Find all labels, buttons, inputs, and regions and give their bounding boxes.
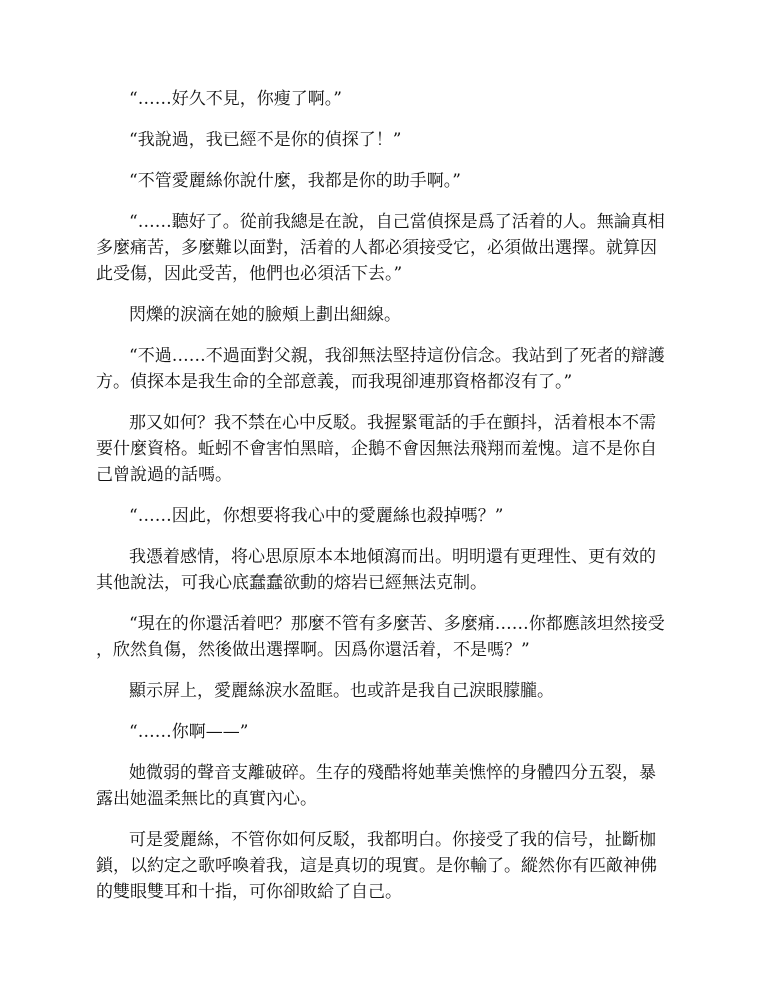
paragraph-6: “不過……不過面對父親，我卻無法堅持這份信念。我站到了死者的辯護方。偵探本是我生命的全部意義，而我現卻連那資格都沒有了。”: [96, 346, 665, 392]
paragraph-3: “不管愛麗絲你說什麼，我都是你的助手啊。”: [129, 171, 461, 191]
paragraph-5: 閃爍的淚滴在她的臉頰上劃出細線。: [129, 305, 401, 325]
paragraph-10: “現在的你還活着吧？那麼不管有多麼苦、多麼痛……你都應該坦然接受，欣然負傷，然後做出選擇啊。因爲你還活着，不是嗎？”: [96, 614, 665, 660]
paragraph-7: 那又如何？我不禁在心中反駁。我握緊電話的手在顫抖，活着根本不需要什麼資格。蚯蚓不會害怕黑暗，企鵝不會因無法飛翔而羞愧。這不是你自己曾說過的話嗎。: [96, 413, 657, 485]
paragraph-4: “……聽好了。從前我總是在說，自己當偵探是爲了活着的人。無論真相多麼痛苦，多麼難以面對，活着的人都必須接受它，必須做出選擇。就算因此受傷，因此受苦，他們也必須活下去。”: [96, 212, 665, 284]
paragraph-13: 她微弱的聲音支離破碎。生存的殘酷将她華美憔悴的身體四分五裂，暴露出她溫柔無比的真實內心。: [96, 763, 656, 809]
paragraph-8: “……因此，你想要将我心中的愛麗絲也殺掉嗎？”: [129, 506, 504, 526]
paragraph-1: “……好久不見，你瘦了啊。”: [129, 89, 342, 109]
document-page: [96, 86, 670, 920]
paragraph-9: 我憑着感情，将心思原原本本地傾瀉而出。明明還有更理性、更有效的其他說法，可我心底蠢蠢欲動的熔岩已經無法克制。: [96, 547, 656, 593]
paragraph-12: “……你啊——”: [129, 722, 249, 742]
paragraph-11: 顯示屏上，愛麗絲淚水盈眶。也或許是我自己淚眼朦朧。: [129, 681, 554, 701]
paragraph-14: 可是愛麗絲，不管你如何反駁，我都明白。你接受了我的信号，扯斷枷鎖，以約定之歌呼喚着我，這是真切的現實。是你輸了。縱然你有匹敵神佛的雙眼雙耳和十指，可你卻敗給了自己。: [96, 830, 657, 902]
paragraph-2: “我說過，我已經不是你的偵探了！”: [129, 130, 402, 150]
